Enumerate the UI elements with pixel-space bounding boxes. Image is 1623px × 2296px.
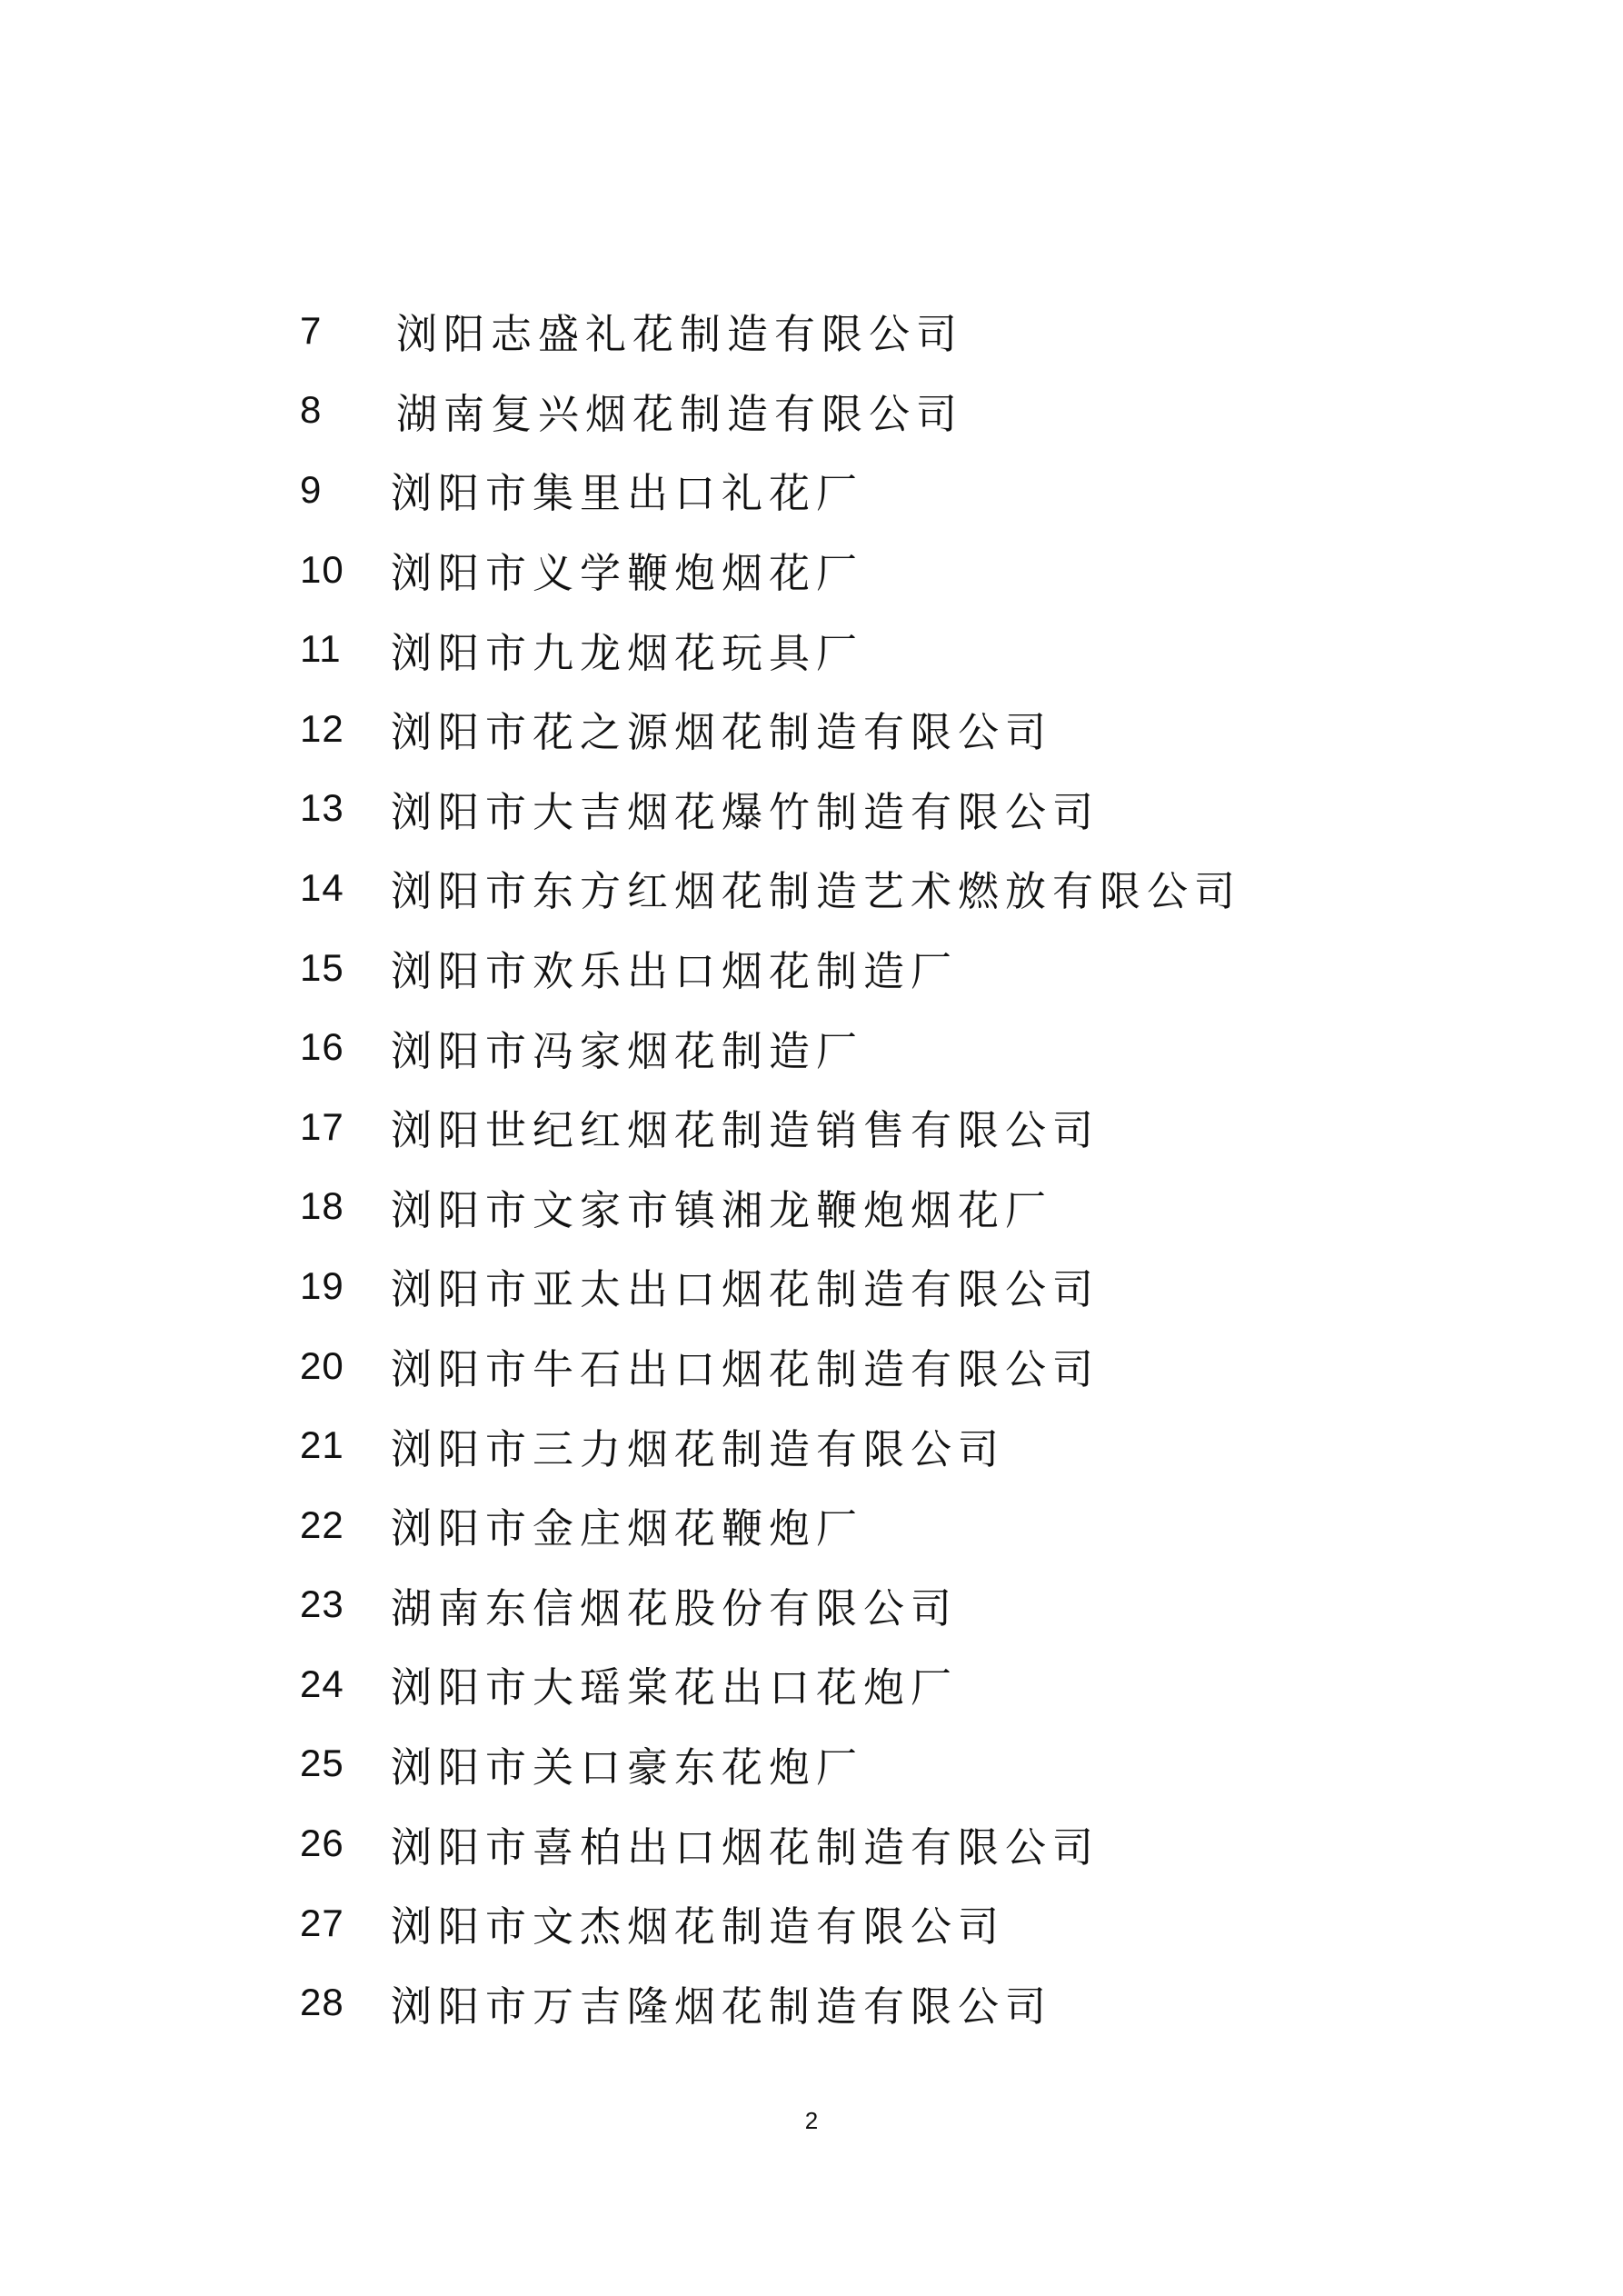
item-number: 28	[300, 1981, 344, 2024]
company-name: 浏阳市文杰烟花制造有限公司	[391, 1902, 1006, 1952]
item-number: 13	[300, 786, 344, 830]
list-item	[300, 769, 1481, 849]
company-name: 浏阳市欢乐出口烟花制造厂	[391, 947, 959, 996]
company-name: 浏阳市冯家烟花制造厂	[391, 1026, 864, 1075]
list-item	[300, 1644, 1481, 1724]
item-number: 14	[300, 865, 344, 909]
list-item	[300, 1883, 1481, 1963]
company-list	[300, 291, 1481, 2042]
list-item	[300, 689, 1481, 769]
company-name: 浏阳市花之源烟花制造有限公司	[391, 708, 1053, 757]
company-name: 浏阳市亚太出口烟花制造有限公司	[391, 1265, 1100, 1314]
company-name: 浏阳市三力烟花制造有限公司	[391, 1424, 1006, 1473]
company-name: 浏阳市义学鞭炮烟花厂	[391, 549, 864, 598]
item-number: 18	[300, 1184, 344, 1228]
list-item	[300, 1167, 1481, 1247]
item-number: 23	[300, 1582, 344, 1626]
item-number: 20	[300, 1343, 344, 1387]
list-item	[300, 371, 1481, 451]
list-item	[300, 1087, 1481, 1167]
item-number: 11	[300, 627, 342, 671]
item-number: 8	[300, 388, 323, 432]
item-number: 21	[300, 1423, 344, 1467]
list-item	[300, 1405, 1481, 1485]
company-name: 浏阳市万吉隆烟花制造有限公司	[391, 1982, 1053, 2031]
item-number: 10	[300, 547, 344, 591]
list-item	[300, 1565, 1481, 1645]
item-number: 7	[300, 308, 323, 352]
company-name: 浏阳志盛礼花制造有限公司	[396, 310, 964, 359]
company-name: 浏阳市文家市镇湘龙鞭炮烟花厂	[391, 1185, 1053, 1234]
company-name: 湖南东信烟花股份有限公司	[391, 1583, 959, 1632]
company-name: 浏阳市东方红烟花制造艺术燃放有限公司	[391, 867, 1242, 916]
list-item	[300, 609, 1481, 689]
item-number: 27	[300, 1901, 344, 1944]
item-number: 26	[300, 1822, 344, 1865]
item-number: 22	[300, 1502, 344, 1546]
company-name: 浏阳市喜柏出口烟花制造有限公司	[391, 1822, 1100, 1872]
list-item	[300, 1326, 1481, 1406]
item-number: 15	[300, 945, 344, 989]
company-name: 浏阳市大吉烟花爆竹制造有限公司	[391, 787, 1100, 836]
item-number: 25	[300, 1742, 344, 1785]
item-number: 16	[300, 1025, 344, 1069]
item-number: 19	[300, 1263, 344, 1307]
list-item	[300, 1724, 1481, 1804]
list-item	[300, 928, 1481, 1008]
item-number: 17	[300, 1104, 344, 1148]
list-item	[300, 530, 1481, 610]
item-number: 24	[300, 1662, 344, 1705]
company-name: 浏阳市集里出口礼花厂	[391, 469, 864, 518]
company-name: 湖南复兴烟花制造有限公司	[396, 389, 964, 438]
item-number: 12	[300, 706, 344, 750]
list-item	[300, 1962, 1481, 2042]
list-item	[300, 848, 1481, 928]
list-item	[300, 450, 1481, 530]
company-name: 浏阳世纪红烟花制造销售有限公司	[391, 1106, 1100, 1155]
company-name: 浏阳市牛石出口烟花制造有限公司	[391, 1345, 1100, 1394]
list-item	[300, 1007, 1481, 1087]
list-item	[300, 1803, 1481, 1883]
item-number: 9	[300, 467, 323, 511]
list-item	[300, 1485, 1481, 1565]
company-name: 浏阳市大瑶棠花出口花炮厂	[391, 1663, 959, 1712]
company-name: 浏阳市九龙烟花玩具厂	[391, 628, 864, 677]
company-name: 浏阳市金庄烟花鞭炮厂	[391, 1504, 864, 1553]
list-item	[300, 291, 1481, 371]
page-number: 2	[804, 2107, 819, 2134]
list-item	[300, 1246, 1481, 1326]
company-name: 浏阳市关口豪东花炮厂	[391, 1742, 864, 1792]
